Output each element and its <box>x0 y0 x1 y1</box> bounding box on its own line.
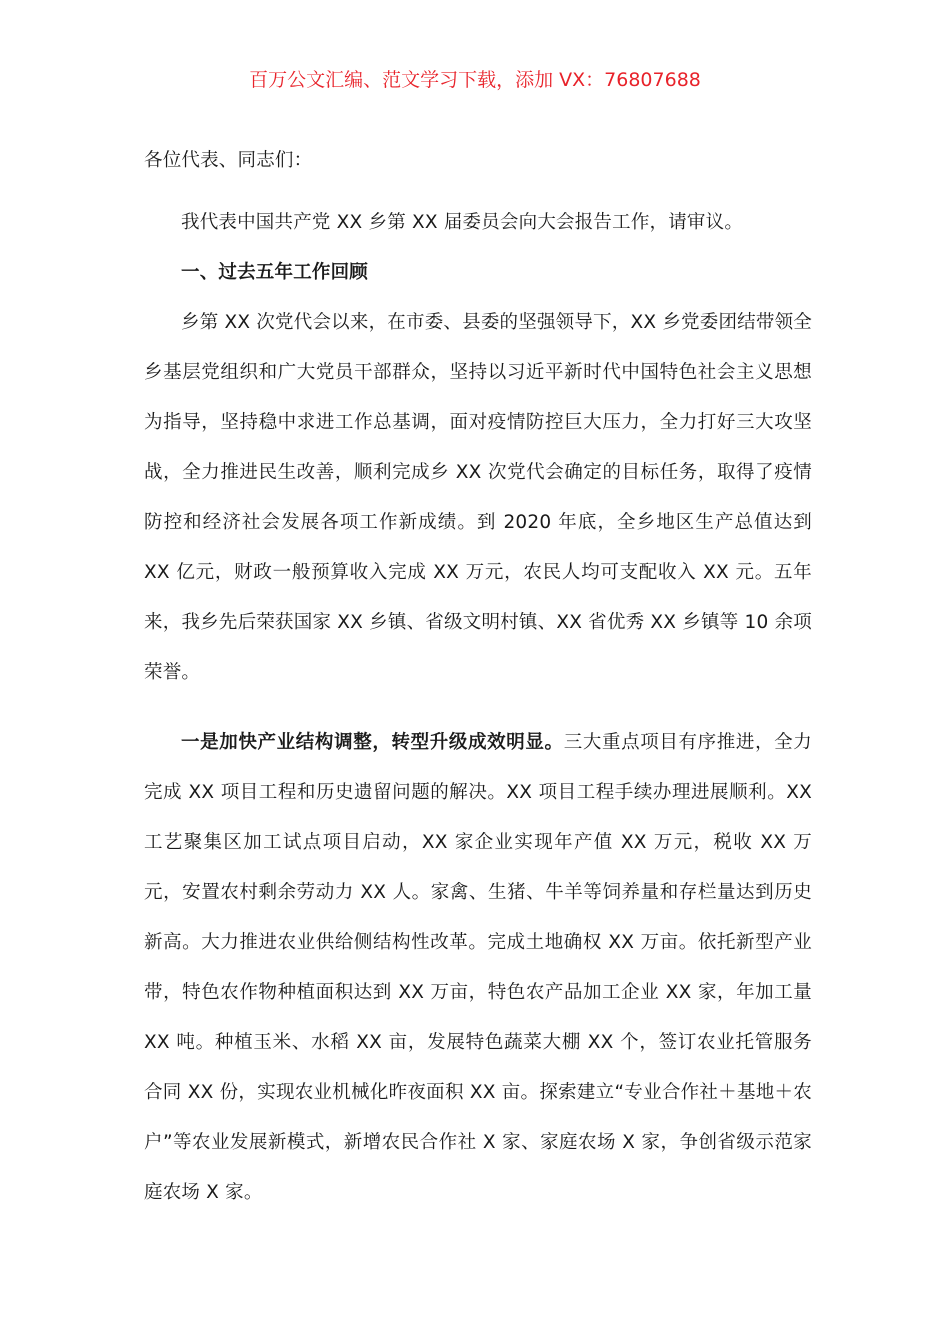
industry-paragraph <box>144 718 812 1218</box>
document-body <box>144 136 812 1218</box>
industry-paragraph-lead: 一是加快产业结构调整，转型升级成效明显。 <box>181 732 564 753</box>
watermark-header: 百万公文汇编、范文学习下载，添加 VX：76807688 <box>249 69 701 91</box>
review-paragraph: 乡第 XX 次党代会以来，在市委、县委的坚强领导下，XX 乡党委团结带领全乡基层党组织和广大党员干部群众，坚持以习近平新时代中国特色社会主义思想为指导，坚持稳中求进工作总基调，面对疫情防控巨大压力，全力打好三大攻坚战，全力推进民生改善，顺利完成乡 XX 次党代会确定的目标任务，取得了疫情防控和经济社会发展各项工作新成绩。到 2020 年底，全乡地区生产总值达到 XX 亿元，财政一般预算收入完成 XX 万元，农民人均可支配收入 XX 元。五年来，我乡先后荣获国家 XX 乡镇、省级文明村镇、XX 省优秀 XX 乡镇等 10 余项荣誉。 <box>144 312 812 683</box>
intro-paragraph: 我代表中国共产党 XX 乡第 XX 届委员会向大会报告工作，请审议。 <box>181 212 744 233</box>
salutation: 各位代表、同志们： <box>144 150 313 171</box>
industry-paragraph-body: 三大重点项目有序推进，全力完成 XX 项目工程和历史遗留问题的解决。XX 项目工程手续办理进展顺利。XX 工艺聚集区加工试点项目启动，XX 家企业实现年产值 XX 万元，税收 XX 万元，安置农村剩余劳动力 XX 人。家禽、生猪、牛羊等饲养量和存栏量达到历史新高。大力推进农业供给侧结构性改革。完成土地确权 XX 万亩。依托新型产业带，特色农作物种植面积达到 XX 万亩，特色农产品加工企业 XX 家，年加工量 XX 吨。种植玉米、水稻 XX 亩，发展特色蔬菜大棚 XX 个，签订农业托管服务合同 XX 份，实现农业机械化昨夜面积 XX 亩。探索建立“专业合作社＋基地＋农户”等农业发展新模式，新增农民合作社 X 家、家庭农场 X 家，争创省级示范家庭农场 X 家。 <box>144 732 812 1203</box>
section-heading: 一、过去五年工作回顾 <box>181 262 369 283</box>
